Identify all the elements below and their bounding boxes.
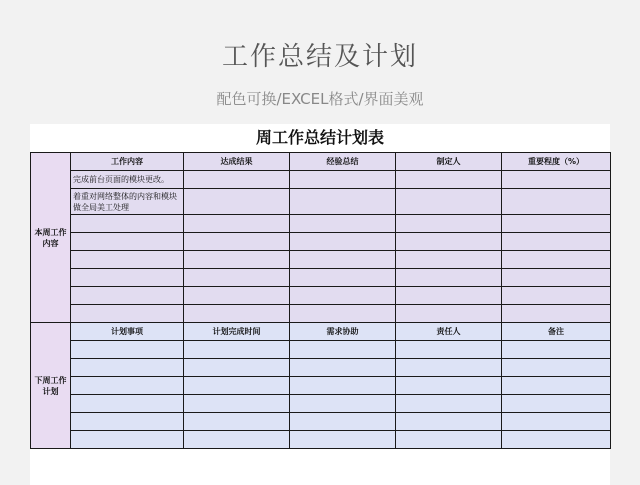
table-cell[interactable]: [502, 431, 611, 449]
table-cell[interactable]: [184, 305, 290, 323]
table-cell[interactable]: [396, 233, 502, 251]
table-cell[interactable]: [502, 171, 611, 189]
table-cell[interactable]: [290, 189, 396, 215]
table-cell[interactable]: [71, 413, 184, 431]
this-week-column-header: 经验总结: [290, 153, 396, 171]
table-cell[interactable]: [290, 233, 396, 251]
table-cell[interactable]: [396, 341, 502, 359]
table-cell[interactable]: [396, 413, 502, 431]
table-cell[interactable]: [502, 287, 611, 305]
table-cell[interactable]: [71, 269, 184, 287]
table-cell[interactable]: [502, 215, 611, 233]
table-cell[interactable]: [396, 251, 502, 269]
table-row: [31, 413, 611, 431]
table-row: [31, 171, 611, 189]
table-cell[interactable]: [290, 431, 396, 449]
table-cell[interactable]: [502, 413, 611, 431]
next-week-column-header: 需求协助: [290, 323, 396, 341]
table-cell[interactable]: [290, 395, 396, 413]
table-cell[interactable]: [290, 377, 396, 395]
table-cell[interactable]: [396, 215, 502, 233]
table-cell[interactable]: [71, 431, 184, 449]
table-cell[interactable]: [396, 287, 502, 305]
table-row: [31, 377, 611, 395]
table-cell[interactable]: [290, 287, 396, 305]
next-week-header-row: [31, 323, 611, 341]
table-row: [31, 251, 611, 269]
table-cell[interactable]: [184, 215, 290, 233]
table-cell[interactable]: [396, 431, 502, 449]
table-cell[interactable]: [502, 269, 611, 287]
next-week-column-header: 计划完成时间: [184, 323, 290, 341]
table-row: [31, 189, 611, 215]
next-week-column-header: 计划事项: [71, 323, 184, 341]
this-week-column-header: 重要程度（%）: [502, 153, 611, 171]
table-cell[interactable]: [184, 341, 290, 359]
table-cell[interactable]: [184, 233, 290, 251]
table-cell[interactable]: [184, 395, 290, 413]
spreadsheet: [30, 124, 610, 485]
table-cell[interactable]: [184, 171, 290, 189]
this-week-column-header: 达成结果: [184, 153, 290, 171]
table-cell[interactable]: [396, 189, 502, 215]
table-cell[interactable]: [184, 251, 290, 269]
table-cell[interactable]: [502, 305, 611, 323]
table-cell[interactable]: [290, 413, 396, 431]
table-cell[interactable]: [502, 377, 611, 395]
sheet-title: 周工作总结计划表: [30, 124, 610, 152]
table-cell[interactable]: [396, 395, 502, 413]
table-cell[interactable]: 着重对网络整体的内容和模块做全局美工处理: [71, 189, 184, 215]
table-row: [31, 359, 611, 377]
table-cell[interactable]: [396, 359, 502, 377]
table-cell[interactable]: [290, 171, 396, 189]
table-cell[interactable]: [502, 251, 611, 269]
table-cell[interactable]: [71, 395, 184, 413]
table-row: [31, 395, 611, 413]
table-cell[interactable]: [71, 359, 184, 377]
next-week-column-header: 责任人: [396, 323, 502, 341]
table-row: [31, 215, 611, 233]
table-cell[interactable]: [184, 377, 290, 395]
table-cell[interactable]: [71, 341, 184, 359]
table-cell[interactable]: [502, 395, 611, 413]
table-cell[interactable]: [71, 233, 184, 251]
table-cell[interactable]: [71, 287, 184, 305]
table-cell[interactable]: [184, 269, 290, 287]
this-week-section-label: 本周工作内容: [31, 153, 71, 323]
page-subtitle: 配色可换/EXCEL格式/界面美观: [216, 90, 424, 108]
table-row: [31, 233, 611, 251]
table-cell[interactable]: [290, 269, 396, 287]
table-cell[interactable]: [184, 287, 290, 305]
table-cell[interactable]: [502, 341, 611, 359]
this-week-column-header: 制定人: [396, 153, 502, 171]
table-cell[interactable]: [290, 359, 396, 377]
table-row: [31, 269, 611, 287]
table-cell[interactable]: [396, 305, 502, 323]
plan-table: [30, 152, 611, 449]
table-cell[interactable]: [502, 189, 611, 215]
table-cell[interactable]: [184, 413, 290, 431]
table-cell[interactable]: [396, 377, 502, 395]
table-cell[interactable]: [71, 251, 184, 269]
table-cell[interactable]: [290, 305, 396, 323]
this-week-header-row: [31, 153, 611, 171]
table-row: [31, 287, 611, 305]
table-cell[interactable]: [290, 341, 396, 359]
table-row: [31, 305, 611, 323]
this-week-column-header: 工作内容: [71, 153, 184, 171]
table-cell[interactable]: [502, 359, 611, 377]
table-cell[interactable]: [184, 359, 290, 377]
table-cell[interactable]: [71, 377, 184, 395]
table-cell[interactable]: [184, 431, 290, 449]
next-week-column-header: 备注: [502, 323, 611, 341]
table-cell[interactable]: [71, 305, 184, 323]
table-row: [31, 341, 611, 359]
next-week-section-label: 下周工作计划: [31, 323, 71, 449]
table-cell[interactable]: [396, 269, 502, 287]
table-cell[interactable]: [502, 233, 611, 251]
table-cell[interactable]: [290, 251, 396, 269]
table-row: [31, 431, 611, 449]
table-cell[interactable]: [290, 215, 396, 233]
table-cell[interactable]: [396, 171, 502, 189]
table-cell[interactable]: [71, 215, 184, 233]
table-cell[interactable]: [184, 189, 290, 215]
page-title: 工作总结及计划: [221, 42, 418, 72]
table-cell[interactable]: 完成前台页面的模块更改。: [71, 171, 184, 189]
